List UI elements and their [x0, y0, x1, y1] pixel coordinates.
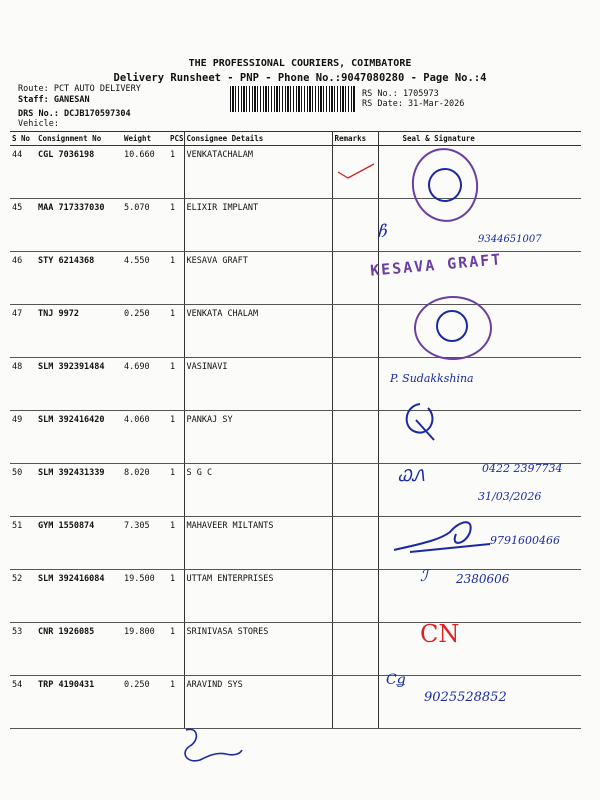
- col-pcs: PCS: [168, 132, 184, 146]
- row-consignee: S G C: [184, 464, 332, 517]
- row-weight: 10.660: [122, 146, 168, 199]
- handwritten-number: 2380606: [456, 572, 510, 586]
- vehicle-field: Vehicle:: [18, 119, 59, 129]
- row-consignee: PANKAJ SY: [184, 411, 332, 464]
- table-header-row: [10, 132, 581, 146]
- signature-scribble: Cǥ: [386, 672, 406, 688]
- row-remarks: [332, 411, 378, 464]
- row-pcs: 1: [168, 411, 184, 464]
- row-weight: 4.060: [122, 411, 168, 464]
- table-row: [10, 305, 581, 358]
- row-sno: 50: [10, 464, 36, 517]
- table-row: [10, 623, 581, 676]
- row-consignee: ELIXIR IMPLANT: [184, 199, 332, 252]
- venkatachalam-seal-stamp: [414, 296, 492, 360]
- row-remarks: [332, 517, 378, 570]
- table-row: [10, 358, 581, 411]
- row-consignee: MAHAVEER MILTANTS: [184, 517, 332, 570]
- row-consignment: SLM 392431339: [36, 464, 122, 517]
- row-weight: 0.250: [122, 305, 168, 358]
- handwritten-phone: 9791600466: [490, 534, 560, 547]
- row-consignment: SLM 392416420: [36, 411, 122, 464]
- row-weight: 7.305: [122, 517, 168, 570]
- row-pcs: 1: [168, 252, 184, 305]
- row-consignment: TRP 4190431: [36, 676, 122, 729]
- rs-date: RS Date: 31-Mar-2026: [362, 99, 465, 109]
- row-pcs: 1: [168, 623, 184, 676]
- drs-field: DRS No.: DCJB170597304: [18, 109, 131, 119]
- bottom-signature: [176, 724, 246, 770]
- row-sno: 46: [10, 252, 36, 305]
- col-consignee: Consignee Details: [184, 132, 332, 146]
- row-consignee: UTTAM ENTERPRISES: [184, 570, 332, 623]
- col-sno: S No: [10, 132, 36, 146]
- row-signature: [378, 623, 581, 676]
- row-sno: 53: [10, 623, 36, 676]
- row-sno: 48: [10, 358, 36, 411]
- row-signature: [378, 146, 581, 199]
- row-weight: 19.500: [122, 570, 168, 623]
- row-consignment: CNR 1926085: [36, 623, 122, 676]
- row-pcs: 1: [168, 570, 184, 623]
- row-weight: 4.690: [122, 358, 168, 411]
- signature-q: [398, 398, 446, 444]
- row-consignee: SRINIVASA STORES: [184, 623, 332, 676]
- row-consignment: SLM 392416084: [36, 570, 122, 623]
- col-signature: Seal & Signature: [378, 132, 581, 146]
- row-consignment: TNJ 9972: [36, 305, 122, 358]
- row-weight: 0.250: [122, 676, 168, 729]
- row-sno: 54: [10, 676, 36, 729]
- row-sno: 51: [10, 517, 36, 570]
- row-consignment: GYM 1550874: [36, 517, 122, 570]
- row-weight: 4.550: [122, 252, 168, 305]
- row-pcs: 1: [168, 358, 184, 411]
- row-remarks: [332, 305, 378, 358]
- remark-tick: [336, 160, 376, 182]
- row-consignee: VENKATA CHALAM: [184, 305, 332, 358]
- runsheet-subtitle: Delivery Runsheet - PNP - Phone No.:9047080280 - Page No.:4: [113, 72, 487, 84]
- remark-cn: CN: [420, 620, 460, 648]
- row-pcs: 1: [168, 464, 184, 517]
- signature-scribble: ℐ: [420, 566, 428, 585]
- row-consignee: KESAVA GRAFT: [184, 252, 332, 305]
- row-pcs: 1: [168, 517, 184, 570]
- row-weight: 8.020: [122, 464, 168, 517]
- kesava-graft-stamp: KESAVA GRAFT: [369, 250, 503, 280]
- row-sno: 52: [10, 570, 36, 623]
- company-title: THE PROFESSIONAL COURIERS, COIMBATORE: [188, 58, 412, 69]
- runsheet-table: [10, 131, 581, 729]
- row-weight: 5.070: [122, 199, 168, 252]
- signature-scribble: ᏇᏁ: [398, 466, 425, 485]
- handwritten-date: 31/03/2026: [478, 490, 542, 503]
- signature-scribble: ჩ: [378, 222, 388, 241]
- row-remarks: [332, 358, 378, 411]
- col-remarks: Remarks: [332, 132, 378, 146]
- barcode: [230, 86, 356, 112]
- handwritten-number: 9025528852: [424, 690, 507, 705]
- row-sno: 45: [10, 199, 36, 252]
- row-remarks: [332, 464, 378, 517]
- handwritten-phone: 0422 2397734: [482, 462, 563, 475]
- signature-loop: [390, 510, 500, 556]
- row-pcs: 1: [168, 199, 184, 252]
- route-field: Route: PCT AUTO DELIVERY: [18, 84, 141, 94]
- row-remarks: [332, 570, 378, 623]
- row-pcs: 1: [168, 676, 184, 729]
- row-pcs: 1: [168, 146, 184, 199]
- row-consignment: SLM 392391484: [36, 358, 122, 411]
- staff-field: Staff: GANESAN: [18, 95, 90, 105]
- rs-number: RS No.: 1705973: [362, 89, 439, 99]
- row-consignment: CGL 7036198: [36, 146, 122, 199]
- col-weight: Weight: [122, 132, 168, 146]
- table-row: [10, 146, 581, 199]
- row-weight: 19.800: [122, 623, 168, 676]
- row-consignment: MAA 717337030: [36, 199, 122, 252]
- row-remarks: [332, 199, 378, 252]
- row-consignee: VENKATACHALAM: [184, 146, 332, 199]
- row-consignment: STY 6214368: [36, 252, 122, 305]
- row-sno: 44: [10, 146, 36, 199]
- row-sno: 49: [10, 411, 36, 464]
- row-consignee: VASINAVI: [184, 358, 332, 411]
- row-sno: 47: [10, 305, 36, 358]
- row-remarks: [332, 623, 378, 676]
- col-consignment: Consignment No: [36, 132, 122, 146]
- handwritten-name: P. Sudakkshina: [390, 372, 474, 385]
- row-consignee: ARAVIND SYS: [184, 676, 332, 729]
- table-row: [10, 411, 581, 464]
- row-pcs: 1: [168, 305, 184, 358]
- row-remarks: [332, 676, 378, 729]
- handwritten-phone: 9344651007: [478, 234, 542, 245]
